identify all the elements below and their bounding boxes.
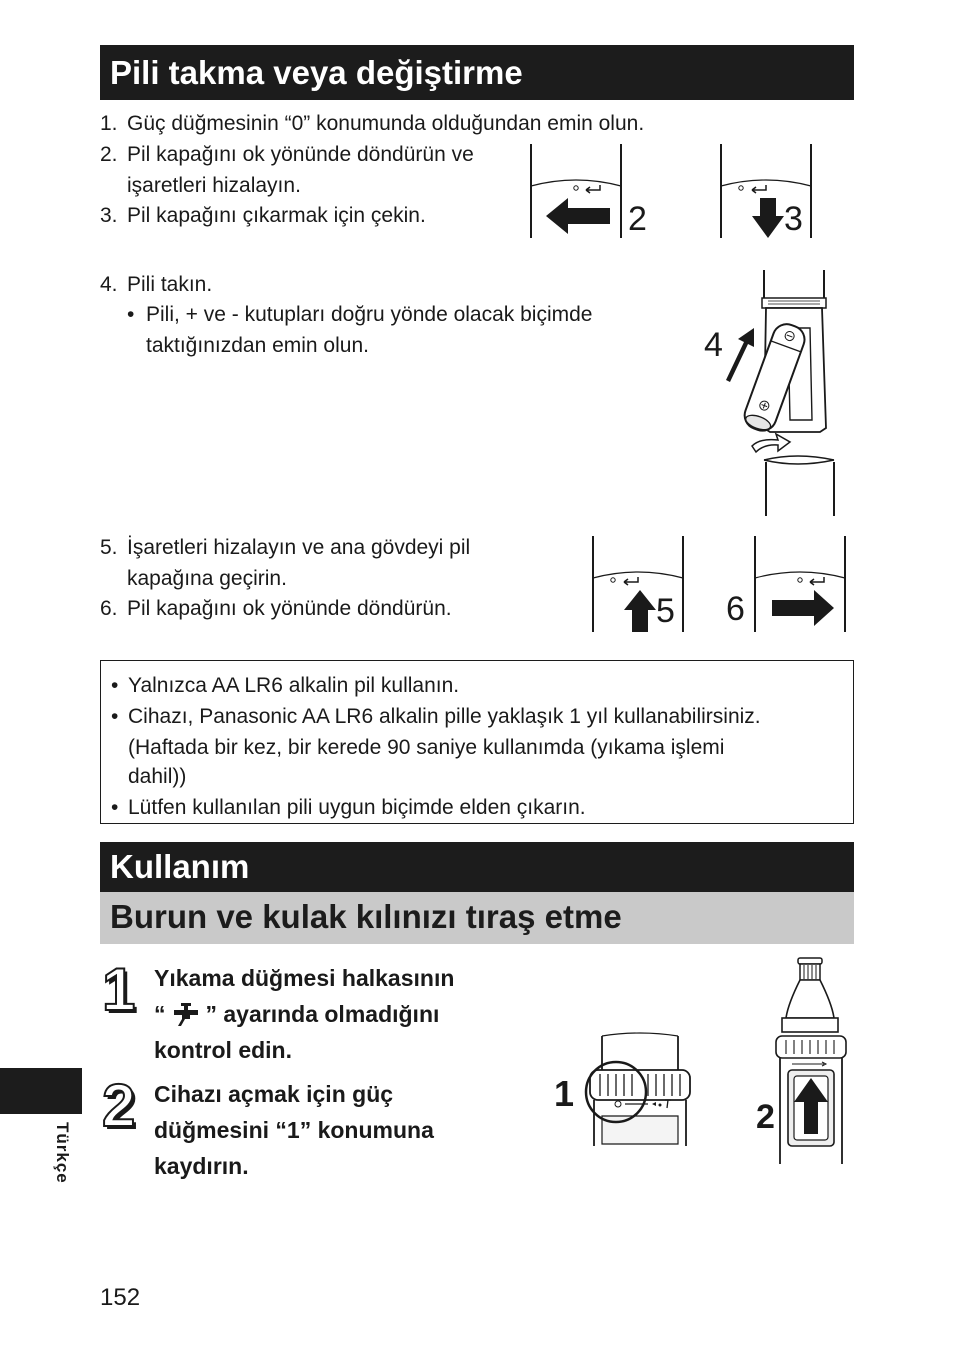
step-2 <box>100 139 530 201</box>
insert-battery-illustration <box>700 268 850 518</box>
step-2-text <box>154 1076 534 1184</box>
quote-open: “ <box>154 1001 166 1027</box>
step-text: işaretleri hizalayın. <box>127 174 301 197</box>
figure-label: 5 <box>656 592 675 630</box>
step-number: 2. <box>100 143 118 166</box>
figure-label: 4 <box>704 326 723 364</box>
rotate-cover-back-illustration <box>722 536 848 632</box>
wash-ring-illustration <box>550 1030 700 1150</box>
section-subtitle-trimming: Burun ve kulak kılınızı tıraş etme <box>100 892 854 944</box>
note-text: dahil)) <box>128 765 187 788</box>
step-1-text <box>154 960 534 1068</box>
power-switch-illustration <box>752 954 862 1166</box>
step-4-note <box>100 299 660 361</box>
step-text: Pil kapağını ok yönünde döndürün ve <box>127 143 474 166</box>
figure-label: 6 <box>726 590 745 628</box>
page-number: 152 <box>100 1284 141 1311</box>
bullet: • <box>111 796 119 819</box>
figure-label: 2 <box>756 1098 775 1136</box>
bullet: • <box>127 303 135 326</box>
step-text-line: kaydırın. <box>154 1153 249 1179</box>
step-number: 4. <box>100 273 118 296</box>
language-tab <box>0 1068 82 1114</box>
step-text-line: kontrol edin. <box>154 1037 292 1063</box>
bullet: • <box>111 705 119 728</box>
figure-label: 1 <box>554 1073 575 1114</box>
note-text: Cihazı, Panasonic AA LR6 alkalin pille yaklaşık 1 yıl kullanabilirsiniz. <box>128 705 761 728</box>
notes-box <box>100 660 854 824</box>
step-text: Pili takın. <box>127 273 213 296</box>
step-text-line: düğmesini “1” konumuna <box>154 1117 434 1143</box>
faucet-icon <box>168 1001 204 1027</box>
step-number: 1. <box>100 112 118 135</box>
step-number: 6. <box>100 597 118 620</box>
note-text: (Haftada bir kez, bir kerede 90 saniye kullanımda (yıkama işlemi <box>128 736 725 759</box>
figure-label: 2 <box>628 200 647 238</box>
note-text: Pili, + ve - kutupları doğru yönde olacak biçimde <box>146 303 593 326</box>
step-3 <box>100 200 530 231</box>
rotate-cover-illustration <box>528 144 658 238</box>
pull-cover-illustration <box>718 144 818 238</box>
step-text: Pil kapağını ok yönünde döndürün. <box>127 597 452 620</box>
attach-body-illustration <box>590 536 690 632</box>
step-text-line <box>154 996 534 1032</box>
bullet: • <box>111 674 119 697</box>
step-6 <box>100 593 540 624</box>
step-number-1: 1 <box>102 956 136 1023</box>
step-text-line: Cihazı açmak için güç <box>154 1081 394 1107</box>
figure-label: 3 <box>784 200 803 238</box>
section-title-usage: Kullanım <box>100 842 854 892</box>
note-text: Lütfen kullanılan pili uygun biçimde elden çıkarın. <box>128 796 586 819</box>
language-tab-label: Türkçe <box>53 1122 72 1184</box>
step-1 <box>100 108 720 139</box>
step-number: 3. <box>100 204 118 227</box>
step-4 <box>100 269 400 300</box>
note-text: taktığınızdan emin olun. <box>146 334 369 357</box>
step-text: kapağına geçirin. <box>127 567 287 590</box>
section-title-battery: Pili takma veya değiştirme <box>100 45 854 100</box>
step-text: Güç düğmesinin “0” konumunda olduğundan emin olun. <box>127 112 645 135</box>
step-text-line: Yıkama düğmesi halkasının <box>154 965 455 991</box>
note-text: Yalnızca AA LR6 alkalin pil kullanın. <box>128 674 460 697</box>
step-number: 5. <box>100 536 118 559</box>
step-text: İşaretleri hizalayın ve ana gövdeyi pil <box>127 536 471 559</box>
step-5 <box>100 532 540 594</box>
step-text: Pil kapağını çıkarmak için çekin. <box>127 204 426 227</box>
step-number-2: 2 <box>102 1072 136 1139</box>
step-text-fragment: ” ayarında olmadığını <box>205 1001 440 1027</box>
